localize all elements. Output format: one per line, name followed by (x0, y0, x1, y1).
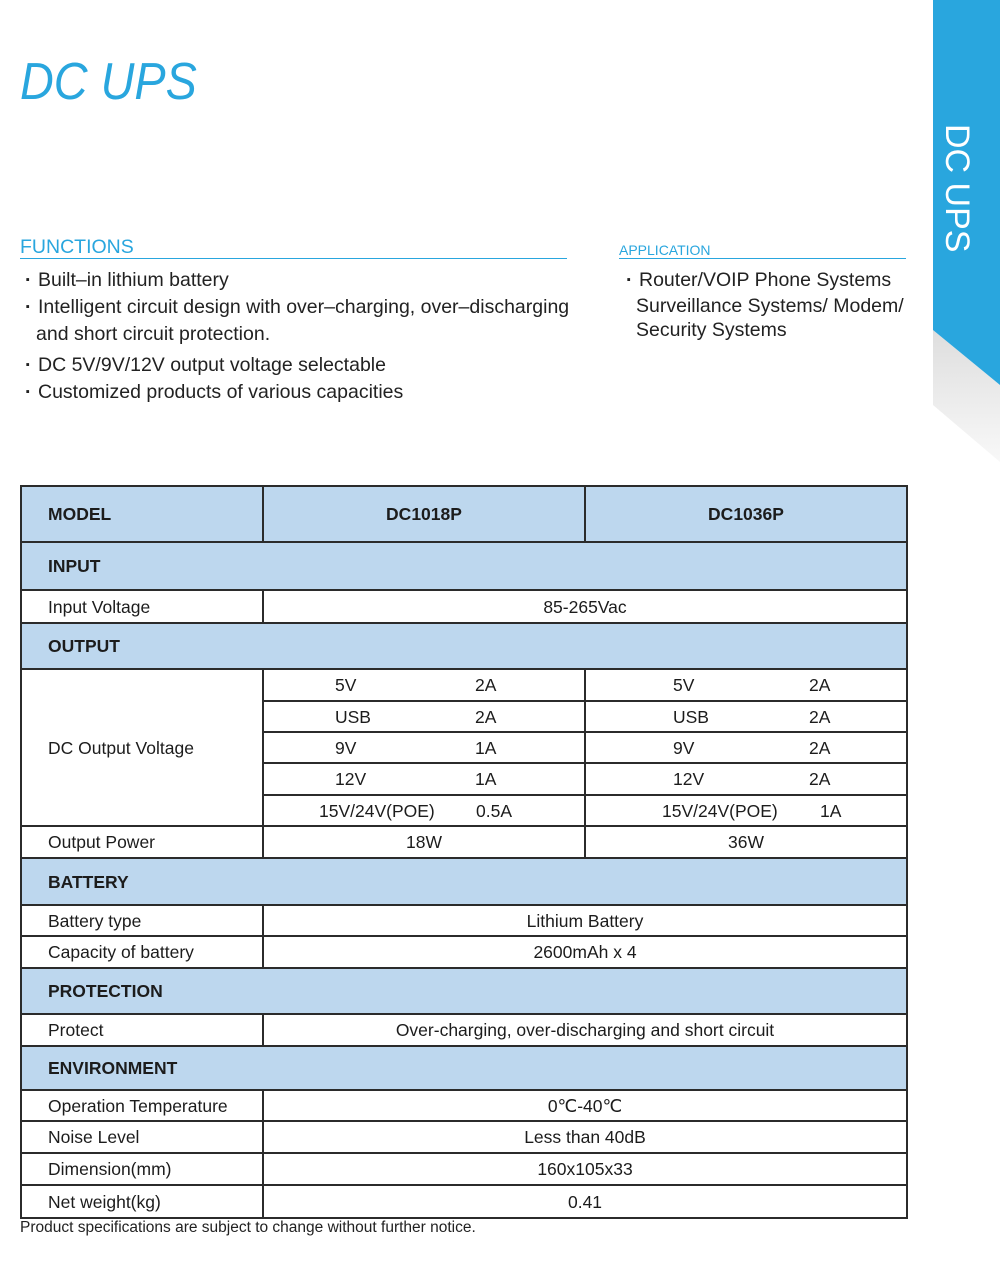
row-net-weight (21, 1185, 907, 1218)
banner-title: DC UPS (938, 124, 976, 253)
dc1018p-output-cell (263, 763, 585, 795)
dc1018p-output-cell (263, 732, 585, 763)
output-voltage: 9V (335, 737, 357, 758)
output-voltage: 12V (673, 769, 705, 789)
dc1036p-output-power: 36W (585, 826, 907, 858)
row-dimension (21, 1153, 907, 1185)
dc-output-row (21, 669, 907, 701)
row-output-power (21, 826, 907, 858)
spec-header-row (21, 486, 907, 542)
application-item-continuation: Surveillance Systems/ Modem/ (636, 295, 904, 317)
row-label: Protect (21, 1014, 263, 1046)
functions-heading: FUNCTIONS (20, 237, 567, 259)
row-label: Capacity of battery (21, 936, 263, 968)
output-current: 2A (809, 706, 831, 727)
output-current: 1A (475, 769, 497, 789)
section-row-environment (21, 1046, 907, 1090)
row-value: 85-265Vac (263, 590, 907, 623)
row-label: Dimension(mm) (21, 1153, 263, 1185)
row-value: 0.41 (263, 1185, 907, 1218)
function-item: · Customized products of various capacities (38, 379, 403, 405)
dc1036p-output-cell (585, 701, 907, 732)
row-label: Input Voltage (21, 590, 263, 623)
section-heading: INPUT (21, 542, 907, 590)
output-current: 2A (809, 769, 831, 789)
dc-output-voltage-label: DC Output Voltage (21, 669, 263, 826)
row-label: Operation Temperature (21, 1090, 263, 1121)
row-value: Less than 40dB (263, 1121, 907, 1153)
application-item: · Router/VOIP Phone Systems (639, 267, 891, 293)
model-dc1036p-header: DC1036P (585, 486, 907, 542)
section-heading: OUTPUT (21, 623, 907, 669)
output-voltage: 5V (335, 675, 357, 695)
dc1018p-output-power: 18W (263, 826, 585, 858)
row-operation-temperature (21, 1090, 907, 1121)
output-voltage: 15V/24V(POE) (662, 800, 778, 821)
output-current: 2A (809, 675, 831, 695)
spec-table (20, 485, 908, 1219)
dc1036p-output-cell (585, 795, 907, 826)
output-current: 1A (475, 737, 497, 758)
function-item: · Built–in lithium battery (38, 267, 229, 293)
section-row-battery (21, 858, 907, 905)
section-row-input (21, 542, 907, 590)
function-item: · DC 5V/9V/12V output voltage selectable (38, 352, 386, 378)
row-value: Lithium Battery (263, 905, 907, 936)
row-input-voltage (21, 590, 907, 623)
row-value: 2600mAh x 4 (263, 936, 907, 968)
output-current: 2A (809, 737, 831, 758)
row-battery-type (21, 905, 907, 936)
output-voltage: 9V (673, 737, 695, 758)
dc1036p-output-cell (585, 732, 907, 763)
row-value: Over-charging, over-discharging and short circuit (263, 1014, 907, 1046)
output-current: 0.5A (476, 800, 512, 821)
output-voltage: USB (673, 706, 709, 727)
section-heading: PROTECTION (21, 968, 907, 1014)
row-noise-level (21, 1121, 907, 1153)
footnote: Product specifications are subject to change without further notice. (20, 1219, 476, 1236)
section-heading: ENVIRONMENT (21, 1046, 907, 1090)
output-voltage: 5V (673, 675, 695, 695)
row-battery-capacity (21, 936, 907, 968)
application-item-continuation: Security Systems (636, 319, 787, 341)
output-voltage: 15V/24V(POE) (319, 800, 435, 821)
section-row-output (21, 623, 907, 669)
dc1018p-output-cell (263, 795, 585, 826)
row-protect (21, 1014, 907, 1046)
model-dc1018p-header: DC1018P (263, 486, 585, 542)
section-heading: BATTERY (21, 858, 907, 905)
row-label: Noise Level (21, 1121, 263, 1153)
output-voltage: 12V (335, 769, 367, 789)
page-title: DC UPS (20, 53, 197, 111)
row-value: 160x105x33 (263, 1153, 907, 1185)
dc1036p-output-cell (585, 669, 907, 701)
function-item: · Intelligent circuit design with over–charging, over–discharging (38, 294, 569, 320)
row-value: 0℃-40℃ (263, 1090, 907, 1121)
output-current: 1A (820, 800, 842, 821)
output-current: 2A (475, 675, 497, 695)
function-item-continuation: and short circuit protection. (36, 323, 271, 345)
output-voltage: USB (335, 706, 371, 727)
row-label: Net weight(kg) (21, 1185, 263, 1218)
output-current: 2A (475, 706, 497, 727)
dc1036p-output-cell (585, 763, 907, 795)
row-label: Output Power (21, 826, 263, 858)
model-header: MODEL (21, 486, 263, 542)
section-row-protection (21, 968, 907, 1014)
dc1018p-output-cell (263, 669, 585, 701)
side-banner (933, 0, 1000, 470)
application-heading: APPLICATION (619, 242, 906, 259)
dc1018p-output-cell (263, 701, 585, 732)
row-label: Battery type (21, 905, 263, 936)
